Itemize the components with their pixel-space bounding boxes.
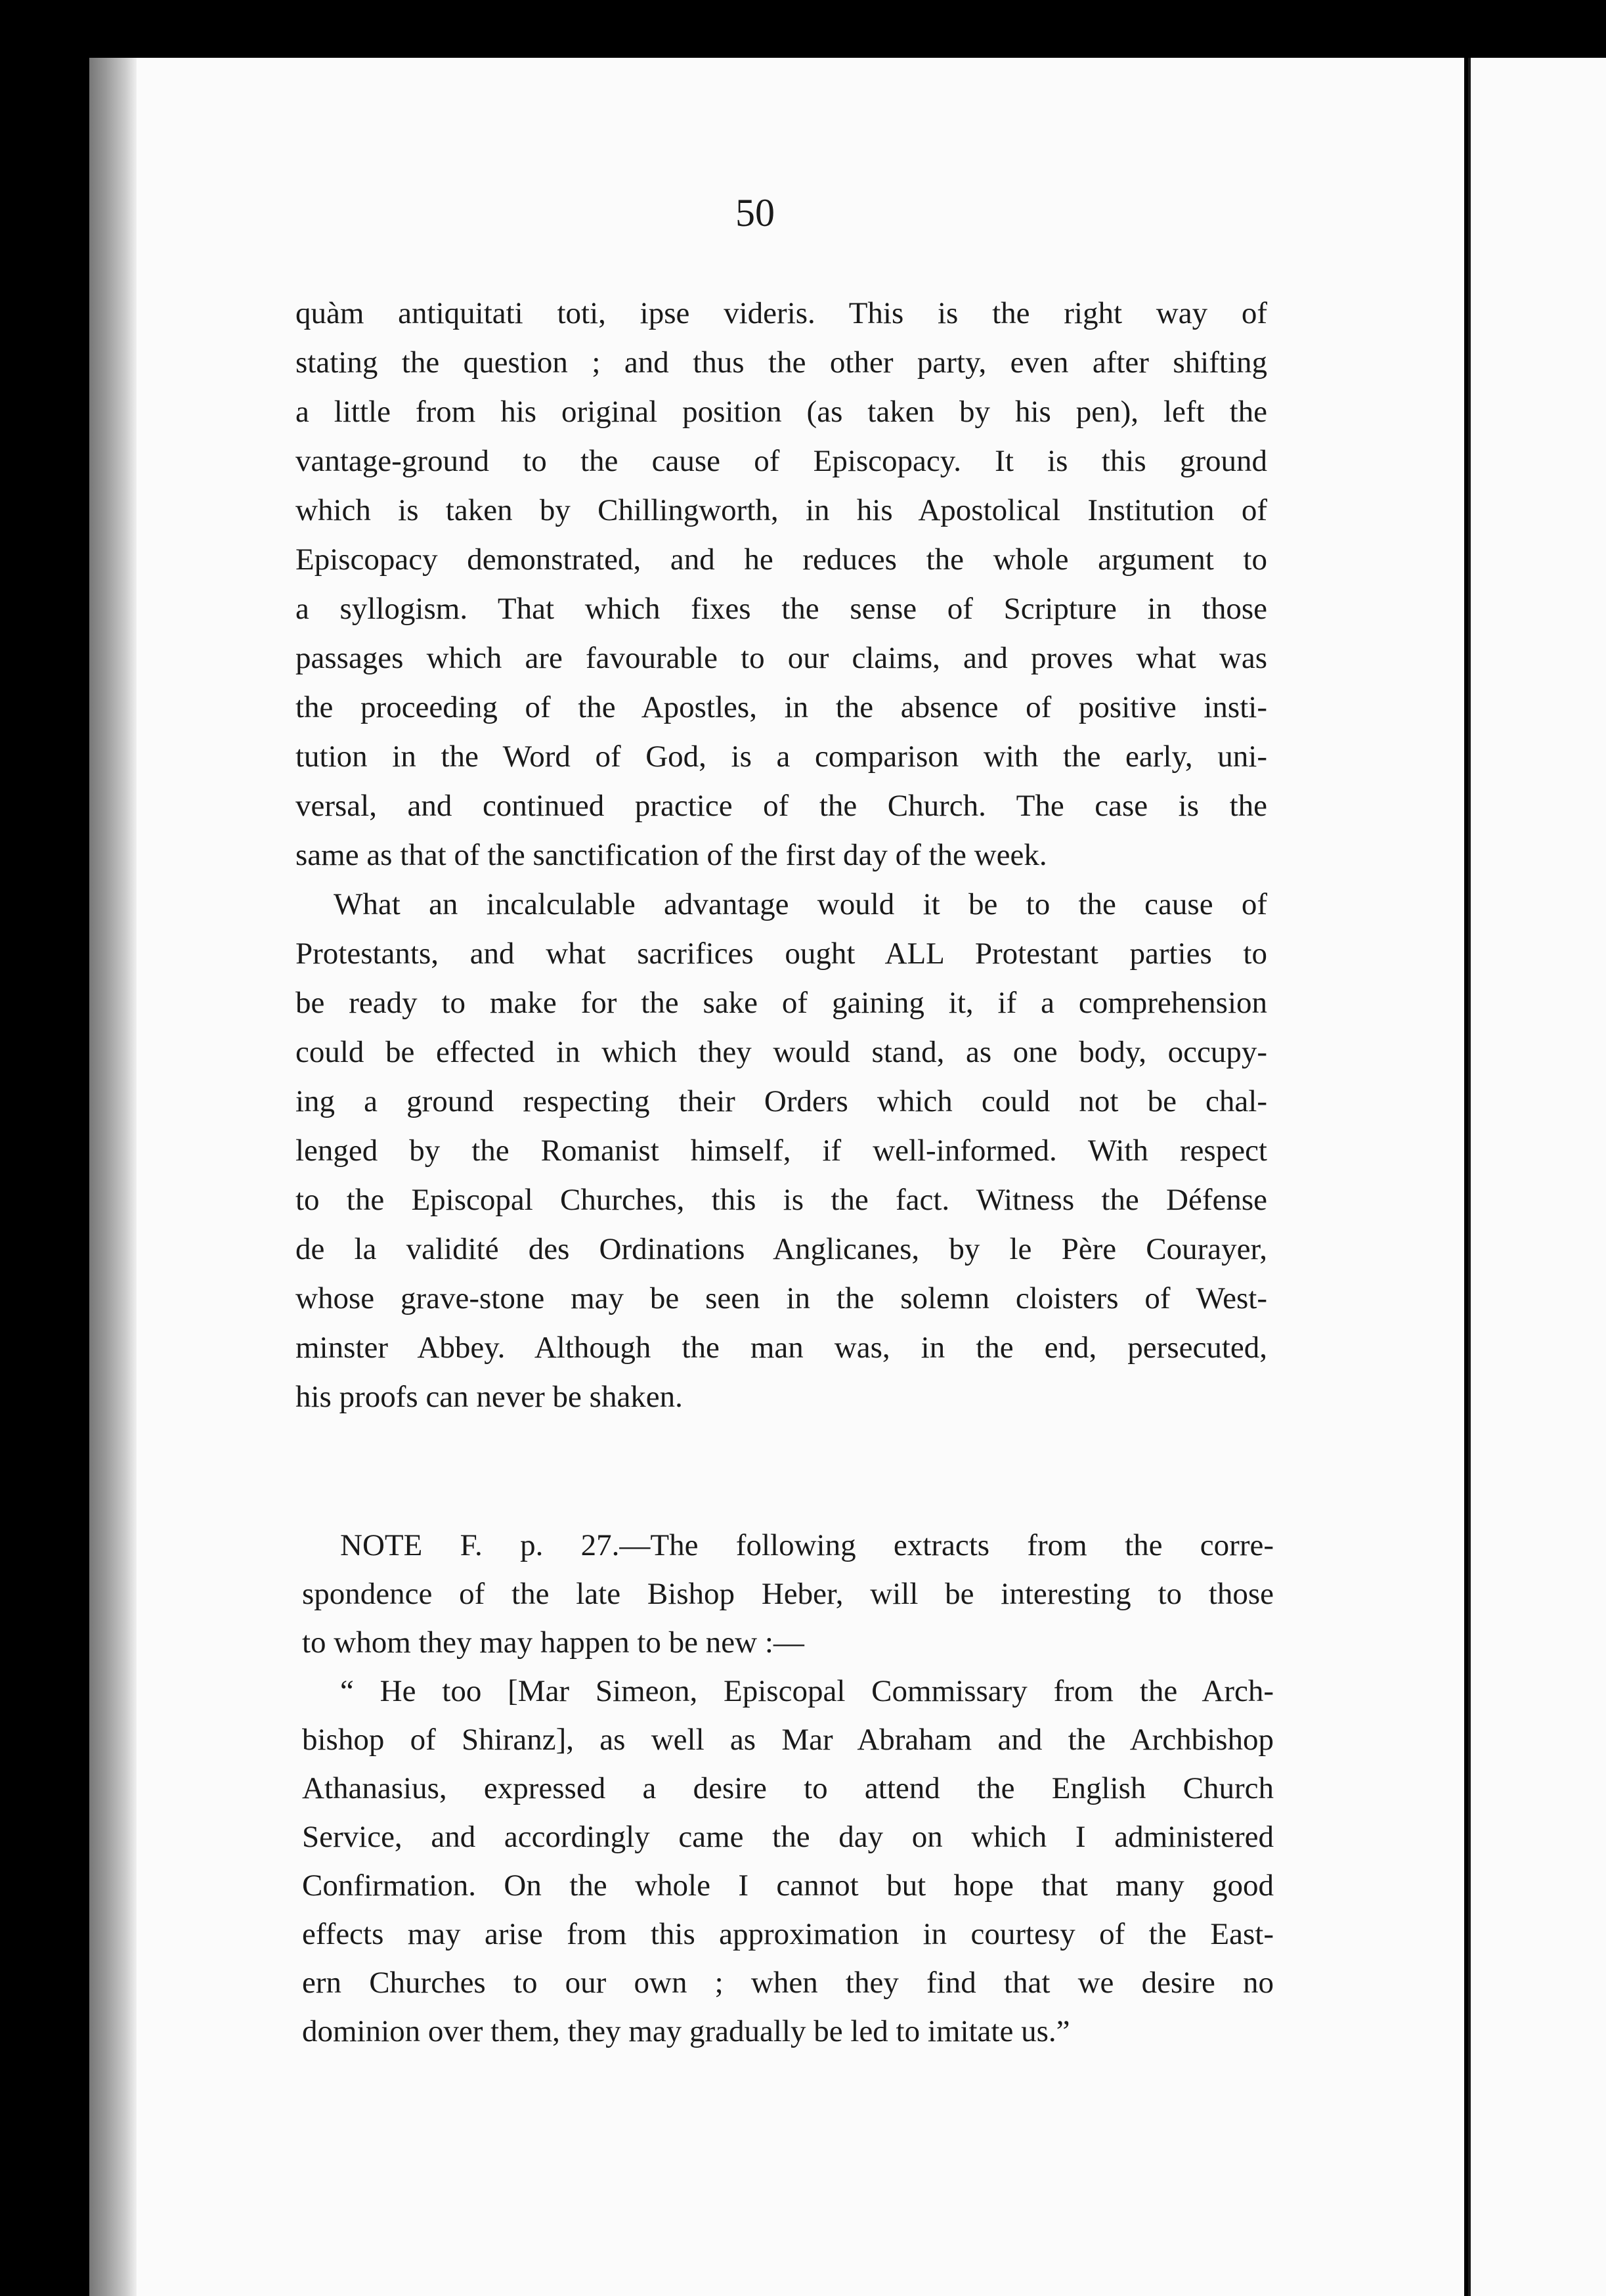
text-line: ing a ground respecting their Orders which could not be chal- bbox=[295, 1084, 1267, 1118]
paragraph-1 bbox=[295, 289, 1267, 880]
quote-line: Athanasius, expressed a desire to attend the English Church bbox=[302, 1771, 1274, 1805]
adjacent-page-edge bbox=[1468, 58, 1606, 2296]
text-line: lenged by the Romanist himself, if well-informed. With respect bbox=[295, 1134, 1267, 1168]
text-line: whose grave-stone may be seen in the solemn cloisters of West- bbox=[295, 1281, 1267, 1315]
text-line: could be effected in which they would stand, as one body, occupy- bbox=[295, 1035, 1267, 1069]
text-line: quàm antiquitati toti, ipse videris. This is the right way of bbox=[295, 296, 1267, 330]
note-paragraph bbox=[302, 1521, 1274, 1667]
note-line: spondence of the late Bishop Heber, will be interesting to those bbox=[302, 1577, 1274, 1611]
page-gutter-shadow bbox=[89, 58, 137, 2296]
note-section bbox=[302, 1521, 1274, 2056]
text-line: Episcopacy demonstrated, and he reduces the whole argument to bbox=[295, 542, 1267, 577]
text-line: de la validité des Ordinations Anglicanes, by le Père Courayer, bbox=[295, 1232, 1267, 1266]
text-line: passages which are favourable to our claims, and proves what was bbox=[295, 641, 1267, 675]
text-line: a syllogism. That which fixes the sense of Scripture in those bbox=[295, 592, 1267, 626]
quote-line: Service, and accordingly came the day on which I administered bbox=[302, 1820, 1274, 1854]
text-line: which is taken by Chillingworth, in his Apostolical Institution of bbox=[295, 493, 1267, 527]
quote-line: “ He too [Mar Simeon, Episcopal Commissary from the Arch- bbox=[340, 1674, 1274, 1708]
text-line: to the Episcopal Churches, this is the fact. Witness the Défense bbox=[295, 1183, 1267, 1217]
text-line: Protestants, and what sacrifices ought ALL Protestant parties to bbox=[295, 937, 1267, 971]
text-line: vantage-ground to the cause of Episcopacy. It is this ground bbox=[295, 444, 1267, 478]
quote-line: dominion over them, they may gradually be led to imitate us.” bbox=[302, 2014, 1070, 2048]
text-line: tution in the Word of God, is a comparison with the early, uni- bbox=[295, 740, 1267, 774]
quote-line: bishop of Shiranz], as well as Mar Abraham and the Archbishop bbox=[302, 1723, 1274, 1757]
text-line: be ready to make for the sake of gaining it, if a comprehension bbox=[295, 986, 1267, 1020]
text-line: stating the question ; and thus the other party, even after shifting bbox=[295, 345, 1267, 380]
note-line: to whom they may happen to be new :— bbox=[302, 1625, 804, 1660]
text-line: versal, and continued practice of the Church. The case is the bbox=[295, 789, 1267, 823]
text-line: What an incalculable advantage would it be to the cause of bbox=[334, 887, 1267, 921]
text-line: minster Abbey. Although the man was, in the end, persecuted, bbox=[295, 1331, 1267, 1365]
text-line: his proofs can never be shaken. bbox=[295, 1380, 683, 1414]
text-line: the proceeding of the Apostles, in the absence of positive insti- bbox=[295, 690, 1267, 724]
quote-line: effects may arise from this approximation in courtesy of the East- bbox=[302, 1917, 1274, 1951]
note-line: NOTE F. p. 27.—The following extracts from the corre- bbox=[340, 1528, 1274, 1562]
quote-paragraph bbox=[302, 1667, 1274, 2056]
quote-line: ern Churches to our own ; when they find that we desire no bbox=[302, 1966, 1274, 2000]
text-line: same as that of the sanctification of the first day of the week. bbox=[295, 838, 1047, 872]
main-text-block bbox=[295, 289, 1267, 1422]
text-line: a little from his original position (as taken by his pen), left the bbox=[295, 395, 1267, 429]
paragraph-2 bbox=[295, 880, 1267, 1422]
quote-line: Confirmation. On the whole I cannot but hope that many good bbox=[302, 1868, 1274, 1903]
page-number: 50 bbox=[735, 191, 775, 234]
